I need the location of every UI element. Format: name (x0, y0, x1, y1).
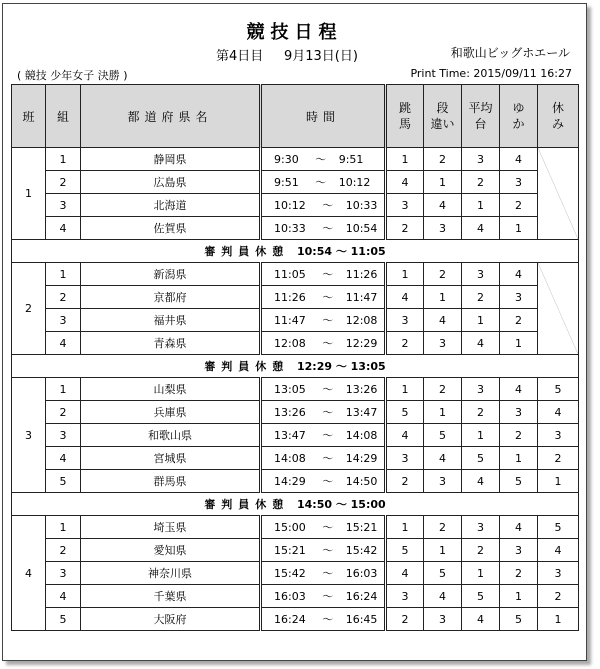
date-label: 9月13日(日) (283, 49, 358, 64)
rotation-cell: 4 (386, 286, 424, 309)
rotation-cell: 2 (462, 171, 500, 194)
header-prefecture: 都道府県名 (81, 85, 261, 148)
rotation-cell: 1 (462, 309, 500, 332)
rotation-cell: 4 (462, 332, 500, 355)
rotation-cell: 2 (424, 263, 462, 286)
rotation-cell: 4 (424, 585, 462, 608)
tilde: 〜 (322, 268, 334, 281)
rotation-cell: 3 (424, 608, 462, 631)
rotation-cell: 5 (462, 585, 500, 608)
prefecture-cell: 北海道 (81, 194, 261, 217)
end-time: 10:33 (345, 199, 378, 212)
table-row (12, 332, 579, 355)
kumi-cell: 2 (46, 171, 81, 194)
rotation-cell: 2 (386, 608, 424, 631)
rest-cell: 2 (538, 447, 579, 470)
rotation-cell: 5 (386, 539, 424, 562)
time-cell (261, 401, 386, 424)
rotation-cell: 3 (500, 539, 538, 562)
kumi-cell: 4 (46, 447, 81, 470)
time-cell (261, 447, 386, 470)
han-cell: 2 (12, 263, 46, 355)
break-label: 審判員休憩 (204, 245, 290, 258)
start-time: 15:00 (274, 521, 306, 534)
start-time: 15:21 (274, 544, 306, 557)
tilde: 〜 (322, 291, 334, 304)
end-time: 14:08 (345, 429, 378, 442)
rotation-cell: 3 (386, 585, 424, 608)
table-row (12, 539, 579, 562)
kumi-cell: 2 (46, 401, 81, 424)
break-label: 審判員休憩 (204, 498, 290, 511)
rotation-cell: 2 (424, 516, 462, 539)
prefecture-cell: 京都府 (81, 286, 261, 309)
rotation-cell: 3 (462, 148, 500, 171)
break-label: 審判員休憩 (204, 360, 290, 373)
rotation-cell: 4 (500, 516, 538, 539)
table-row (12, 217, 579, 240)
time-cell (261, 516, 386, 539)
tilde: 〜 (322, 475, 334, 488)
tilde: 〜 (322, 199, 334, 212)
prefecture-cell: 青森県 (81, 332, 261, 355)
time-cell (261, 194, 386, 217)
break-cell (12, 240, 579, 263)
kumi-cell: 5 (46, 470, 81, 493)
time-cell (261, 171, 386, 194)
end-time: 16:45 (345, 613, 378, 626)
diagonal-line (538, 263, 578, 354)
tilde: 〜 (322, 337, 334, 350)
tilde: 〜 (322, 567, 334, 580)
tilde: 〜 (322, 406, 334, 419)
time-cell (261, 309, 386, 332)
tilde: 〜 (322, 590, 334, 603)
rotation-cell: 3 (386, 309, 424, 332)
rotation-cell: 1 (500, 332, 538, 355)
start-time: 13:47 (274, 429, 306, 442)
start-time: 9:30 (274, 153, 299, 166)
start-time: 11:05 (274, 268, 306, 281)
time-cell (261, 608, 386, 631)
start-time: 11:47 (274, 314, 306, 327)
rest-cell: 5 (538, 516, 579, 539)
rest-cell: 2 (538, 585, 579, 608)
kumi-cell: 4 (46, 585, 81, 608)
end-time: 11:47 (345, 291, 378, 304)
start-time: 15:42 (274, 567, 306, 580)
rotation-cell: 2 (386, 332, 424, 355)
rotation-cell: 1 (424, 286, 462, 309)
rotation-cell: 4 (500, 148, 538, 171)
table-row (12, 309, 579, 332)
rest-empty-cell (538, 148, 579, 240)
kumi-cell: 4 (46, 332, 81, 355)
han-cell: 3 (12, 378, 46, 493)
end-time: 9:51 (338, 153, 364, 166)
break-cell (12, 493, 579, 516)
rotation-cell: 4 (500, 263, 538, 286)
prefecture-cell: 福井県 (81, 309, 261, 332)
rotation-cell: 3 (462, 378, 500, 401)
time-cell (261, 562, 386, 585)
time-cell (261, 424, 386, 447)
venue-label: 和歌山ビッグホエール (450, 46, 570, 60)
kumi-cell: 1 (46, 263, 81, 286)
rotation-cell: 1 (462, 194, 500, 217)
kumi-cell: 5 (46, 608, 81, 631)
rotation-cell: 4 (462, 217, 500, 240)
rest-cell: 4 (538, 539, 579, 562)
header-row (12, 85, 579, 148)
rotation-cell: 1 (424, 171, 462, 194)
header-han: 班 (12, 85, 46, 148)
table-row (12, 585, 579, 608)
rotation-cell: 2 (386, 470, 424, 493)
end-time: 11:26 (345, 268, 378, 281)
rest-cell: 3 (538, 424, 579, 447)
rotation-cell: 3 (462, 263, 500, 286)
start-time: 12:08 (274, 337, 306, 350)
tilde: 〜 (322, 613, 334, 626)
table-row (12, 447, 579, 470)
time-cell (261, 332, 386, 355)
time-cell (261, 539, 386, 562)
rotation-cell: 4 (462, 470, 500, 493)
kumi-cell: 3 (46, 424, 81, 447)
start-time: 13:05 (274, 383, 306, 396)
rotation-cell: 1 (462, 424, 500, 447)
prefecture-cell: 千葉県 (81, 585, 261, 608)
table-row (12, 194, 579, 217)
day-label: 第4日目 (216, 49, 264, 64)
rotation-cell: 1 (386, 263, 424, 286)
rotation-cell: 4 (424, 194, 462, 217)
page-title: 競技日程 (246, 22, 343, 43)
start-time: 10:12 (274, 199, 306, 212)
table-row (12, 263, 579, 286)
start-time: 16:24 (274, 613, 306, 626)
header-uneven-bars: 段 違い (424, 85, 462, 148)
rotation-cell: 5 (386, 401, 424, 424)
prefecture-cell: 新潟県 (81, 263, 261, 286)
rotation-cell: 2 (500, 424, 538, 447)
rotation-cell: 4 (386, 171, 424, 194)
end-time: 16:03 (345, 567, 378, 580)
diagonal-line (538, 148, 578, 239)
rest-cell: 1 (538, 608, 579, 631)
time-cell (261, 470, 386, 493)
han-cell: 4 (12, 516, 46, 631)
break-row (12, 240, 579, 263)
end-time: 15:42 (345, 544, 378, 557)
table-row (12, 171, 579, 194)
end-time: 10:12 (338, 176, 371, 189)
rotation-cell: 1 (500, 447, 538, 470)
tilde: 〜 (322, 521, 334, 534)
kumi-cell: 3 (46, 562, 81, 585)
time-cell (261, 286, 386, 309)
time-cell (261, 585, 386, 608)
table-row (12, 424, 579, 447)
rotation-cell: 2 (500, 562, 538, 585)
rotation-cell: 1 (386, 378, 424, 401)
rest-empty-cell (538, 263, 579, 355)
rotation-cell: 1 (386, 516, 424, 539)
time-cell (261, 217, 386, 240)
rotation-cell: 2 (386, 217, 424, 240)
rotation-cell: 2 (500, 194, 538, 217)
break-time: 10:54 〜 11:05 (296, 245, 386, 258)
kumi-cell: 2 (46, 286, 81, 309)
rotation-cell: 3 (424, 217, 462, 240)
rotation-cell: 4 (386, 424, 424, 447)
table-row (12, 470, 579, 493)
rotation-cell: 4 (424, 447, 462, 470)
rotation-cell: 5 (424, 424, 462, 447)
break-cell (12, 355, 579, 378)
start-time: 11:26 (274, 291, 306, 304)
prefecture-cell: 和歌山県 (81, 424, 261, 447)
tilde: 〜 (322, 314, 334, 327)
table-row (12, 516, 579, 539)
end-time: 15:21 (345, 521, 378, 534)
rotation-cell: 3 (462, 516, 500, 539)
kumi-cell: 1 (46, 516, 81, 539)
tilde: 〜 (315, 176, 327, 189)
end-time: 16:24 (345, 590, 378, 603)
table-row (12, 608, 579, 631)
end-time: 12:29 (345, 337, 378, 350)
end-time: 14:50 (345, 475, 378, 488)
rest-cell: 3 (538, 562, 579, 585)
kumi-cell: 1 (46, 148, 81, 171)
prefecture-cell: 群馬県 (81, 470, 261, 493)
tilde: 〜 (322, 383, 334, 396)
day-date (216, 45, 358, 64)
rotation-cell: 2 (500, 309, 538, 332)
rotation-cell: 3 (386, 194, 424, 217)
rotation-cell: 3 (424, 470, 462, 493)
rotation-cell: 3 (500, 401, 538, 424)
print-time: Print Time: 2015/09/11 16:27 (410, 67, 572, 80)
prefecture-cell: 兵庫県 (81, 401, 261, 424)
han-cell: 1 (12, 148, 46, 240)
time-cell (261, 263, 386, 286)
rotation-cell: 5 (462, 447, 500, 470)
rotation-cell: 5 (500, 470, 538, 493)
rotation-cell: 2 (424, 378, 462, 401)
rotation-cell: 2 (462, 286, 500, 309)
schedule-table (11, 84, 579, 631)
rotation-cell: 1 (462, 562, 500, 585)
rotation-cell: 4 (386, 562, 424, 585)
start-time: 13:26 (274, 406, 306, 419)
table-row (12, 378, 579, 401)
rotation-cell: 1 (424, 401, 462, 424)
prefecture-cell: 山梨県 (81, 378, 261, 401)
time-cell (261, 148, 386, 171)
break-time: 14:50 〜 15:00 (296, 498, 386, 511)
start-time: 16:03 (274, 590, 306, 603)
rest-cell: 5 (538, 378, 579, 401)
rotation-cell: 4 (424, 309, 462, 332)
prefecture-cell: 愛知県 (81, 539, 261, 562)
break-time: 12:29 〜 13:05 (296, 360, 386, 373)
rotation-cell: 3 (500, 286, 538, 309)
break-row (12, 493, 579, 516)
tilde: 〜 (322, 429, 334, 442)
tilde: 〜 (322, 452, 334, 465)
tilde: 〜 (322, 222, 334, 235)
rotation-cell: 1 (500, 217, 538, 240)
start-time: 14:08 (274, 452, 306, 465)
start-time: 10:33 (274, 222, 306, 235)
end-time: 12:08 (345, 314, 378, 327)
rotation-cell: 4 (462, 608, 500, 631)
prefecture-cell: 神奈川県 (81, 562, 261, 585)
header-time: 時間 (261, 85, 386, 148)
prefecture-cell: 宮城県 (81, 447, 261, 470)
event-label: ( 競技 少年女子 決勝 ) (17, 69, 128, 82)
kumi-cell: 3 (46, 309, 81, 332)
table-row (12, 148, 579, 171)
start-time: 14:29 (274, 475, 306, 488)
rotation-cell: 1 (386, 148, 424, 171)
table-row (12, 401, 579, 424)
rotation-cell: 4 (500, 378, 538, 401)
rotation-cell: 2 (462, 401, 500, 424)
table-row (12, 286, 579, 309)
kumi-cell: 3 (46, 194, 81, 217)
kumi-cell: 2 (46, 539, 81, 562)
rest-cell: 1 (538, 470, 579, 493)
rotation-cell: 2 (462, 539, 500, 562)
end-time: 13:47 (345, 406, 378, 419)
header-balance-beam: 平均 台 (462, 85, 500, 148)
prefecture-cell: 大阪府 (81, 608, 261, 631)
tilde: 〜 (322, 544, 334, 557)
kumi-cell: 4 (46, 217, 81, 240)
header-kumi: 組 (46, 85, 81, 148)
prefecture-cell: 佐賀県 (81, 217, 261, 240)
header-floor: ゆ か (500, 85, 538, 148)
rotation-cell: 1 (424, 539, 462, 562)
rotation-cell: 5 (424, 562, 462, 585)
header-vault: 跳 馬 (386, 85, 424, 148)
end-time: 13:26 (345, 383, 378, 396)
rotation-cell: 2 (424, 148, 462, 171)
prefecture-cell: 広島県 (81, 171, 261, 194)
rotation-cell: 3 (500, 171, 538, 194)
rotation-cell: 3 (386, 447, 424, 470)
prefecture-cell: 静岡県 (81, 148, 261, 171)
rest-cell: 4 (538, 401, 579, 424)
table-row (12, 562, 579, 585)
prefecture-cell: 埼玉県 (81, 516, 261, 539)
end-time: 14:29 (345, 452, 378, 465)
break-row (12, 355, 579, 378)
rotation-cell: 1 (500, 585, 538, 608)
header-rest: 休 み (538, 85, 579, 148)
time-cell (261, 378, 386, 401)
start-time: 9:51 (274, 176, 299, 189)
rotation-cell: 3 (424, 332, 462, 355)
kumi-cell: 1 (46, 378, 81, 401)
end-time: 10:54 (345, 222, 378, 235)
tilde: 〜 (315, 153, 327, 166)
rotation-cell: 5 (500, 608, 538, 631)
